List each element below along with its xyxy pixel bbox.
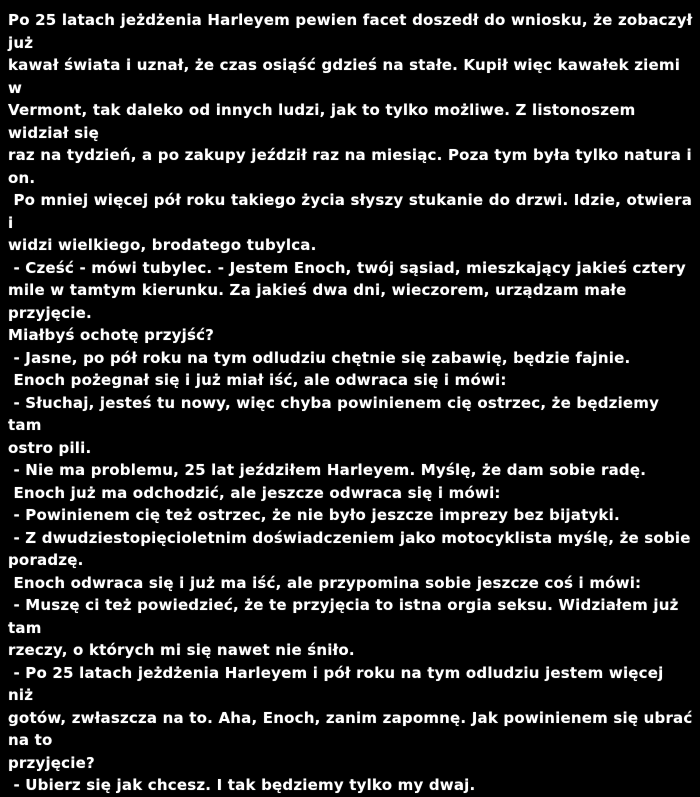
text-line: ostro pili.: [8, 438, 92, 457]
text-line: kawał świata i uznał, że czas osiąść gdzieś na stałe. Kupił więc kawałek ziemi w: [8, 56, 686, 97]
text-line: przyjęcie?: [8, 753, 95, 772]
text-line: - Po 25 latach jeżdżenia Harleyem i pół roku na tym odludziu jestem więcej niż: [8, 663, 669, 704]
text-line: Po 25 latach jeżdżenia Harleyem pewien facet doszedł do wniosku, że zobaczył już: [8, 11, 698, 52]
text-line: poradzę.: [8, 551, 84, 569]
text-line: - Cześć - mówi tubylec. - Jestem Enoch, twój sąsiad, mieszkający jakieś cztery: [8, 258, 686, 277]
text-line: - Jasne, po pół roku na tym odludziu chętnie się zabawię, będzie fajnie.: [8, 348, 631, 367]
text-line: Enoch pożegnał się i już miał iść, ale odwraca się i mówi:: [8, 371, 507, 389]
text-line: - Powinienem cię też ostrzec, że nie było jeszcze imprezy bez bijatyki.: [8, 506, 620, 524]
text-line: gotów, zwłaszcza na to. Aha, Enoch, zanim zapomnę. Jak powinienem się ubrać na to: [8, 708, 698, 749]
joke-text-block: [8, 9, 698, 797]
text-line: rzeczy, o których mi się nawet nie śniło.: [8, 641, 355, 659]
text-line: - Słuchaj, jesteś tu nowy, więc chyba powinienem cię ostrzec, że będziemy tam: [8, 393, 665, 434]
text-line: raz na tydzień, a po zakupy jeździł raz na miesiąc. Poza tym była tylko natura i on.: [8, 146, 698, 187]
text-line: Miałbyś ochotę przyjść?: [8, 326, 215, 344]
text-line: Enoch odwraca się i już ma iść, ale przypomina sobie jeszcze coś i mówi:: [8, 573, 642, 592]
text-line: mile w tamtym kierunku. Za jakieś dwa dni, wieczorem, urządzam małe przyjęcie.: [8, 281, 632, 322]
text-line: - Muszę ci też powiedzieć, że te przyjęcia to istna orgia seksu. Widziałem już tam: [8, 596, 685, 637]
text-line: - Nie ma problemu, 25 lat jeździłem Harleyem. Myślę, że dam sobie radę.: [8, 461, 647, 479]
text-line: - Ubierz się jak chcesz. I tak będziemy tylko my dwaj.: [8, 776, 476, 794]
text-line: - Z dwudziestopięcioletnim doświadczeniem jako motocyklista myślę, że sobie: [8, 528, 691, 547]
text-line: widzi wielkiego, brodatego tubylca.: [8, 236, 317, 254]
text-line: Enoch już ma odchodzić, ale jeszcze odwraca się i mówi:: [8, 483, 501, 502]
text-line: Vermont, tak daleko od innych ludzi, jak to tylko możliwe. Z listonoszem widział się: [8, 101, 641, 142]
text-line: Po mniej więcej pół roku takiego życia słyszy stukanie do drzwi. Idzie, otwiera i: [8, 191, 698, 232]
